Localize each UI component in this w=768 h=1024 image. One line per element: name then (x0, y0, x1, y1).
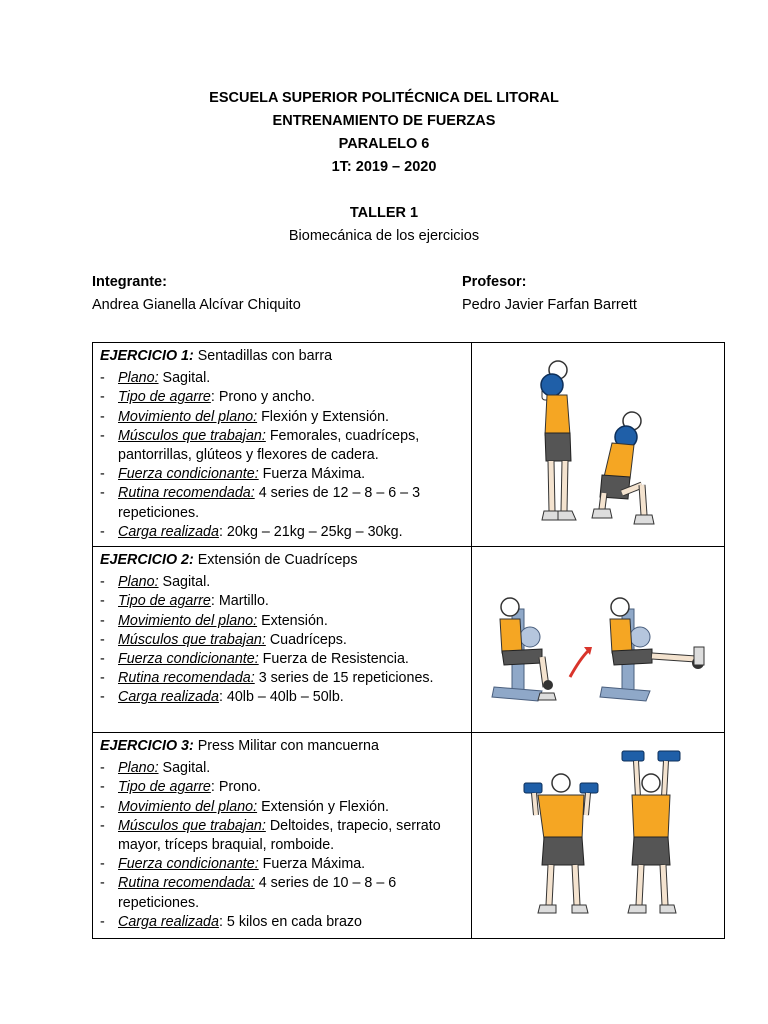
squatting-athlete-icon (592, 412, 654, 524)
course-name: ENTRENAMIENTO DE FUERZAS (272, 113, 496, 129)
teacher-name: Pedro Javier Farfan Barrett (462, 297, 637, 313)
standing-athlete-icon (541, 361, 576, 520)
prop-load: - Carga realizada: 5 kilos en cada brazo (100, 913, 465, 932)
prop-routine: - Rutina recomendada: 4 series de 12 – 8 – 6 – 3 repeticiones. (100, 484, 465, 522)
exercise-name: Extensión de Cuadríceps (197, 552, 358, 568)
squat-illustration (472, 343, 725, 547)
term: 1T: 2019 – 2020 (331, 159, 437, 175)
prop-plane: - Plano: Sagital. (100, 759, 465, 778)
press-start-athlete-icon (524, 774, 598, 913)
teacher-label: Profesor: (462, 274, 527, 290)
exercise-description: EJERCICIO 2: Extensión de Cuadríceps - Plano: Sagital. - Tipo de agarre: Martillo. - Movimiento del plano: Extensión. - Músculos que trabajan: Cuadríceps. - Fuerza condicionante: Fuerza de Resistencia. - Rutina recomendada: 3 series de 15 repeticiones. - Carga realizada: 40lb – 40lb – 50lb. (93, 547, 472, 733)
school-name: ESCUELA SUPERIOR POLITÉCNICA DEL LITORAL (209, 90, 559, 106)
arrow-icon (570, 651, 588, 677)
prop-force: - Fuerza condicionante: Fuerza de Resistencia. (100, 650, 465, 669)
prop-routine: - Rutina recomendada: 4 series de 10 – 8 – 6 repeticiones. (100, 874, 465, 912)
prop-muscles: - Músculos que trabajan: Femorales, cuadríceps, pantorrillas, glúteos y flexores de cadera. (100, 427, 465, 465)
prop-grip: - Tipo de agarre: Prono. (100, 778, 465, 797)
prop-movement: - Movimiento del plano: Extensión. (100, 612, 465, 631)
leg-extension-machine-extended-icon (600, 598, 704, 701)
prop-routine: - Rutina recomendada: 3 series de 15 repeticiones. (100, 669, 465, 688)
exercise-name: Press Militar con mancuerna (197, 738, 379, 754)
prop-muscles: - Músculos que trabajan: Deltoides, trapecio, serrato mayor, tríceps braquial, romboide. (100, 817, 465, 855)
prop-force: - Fuerza condicionante: Fuerza Máxima. (100, 465, 465, 484)
leg-extension-machine-icon (492, 598, 556, 701)
exercise-number: EJERCICIO 2 (100, 552, 189, 568)
workshop-title: TALLER 1 (349, 205, 419, 221)
workshop-subtitle: Biomecánica de los ejercicios (288, 228, 480, 244)
leg-extension-illustration (472, 547, 725, 733)
dumbbell-press-illustration (472, 733, 725, 939)
student-label: Integrante: (92, 274, 167, 290)
exercise-number: EJERCICIO 3 (100, 738, 189, 754)
prop-movement: - Movimiento del plano: Flexión y Extensión. (100, 408, 465, 427)
exercise-row (93, 547, 725, 733)
exercise-number: EJERCICIO 1 (100, 348, 189, 364)
prop-grip: - Tipo de agarre: Martillo. (100, 592, 465, 611)
exercises-table (92, 342, 725, 939)
exercise-description: EJERCICIO 3: Press Militar con mancuerna - Plano: Sagital. - Tipo de agarre: Prono. - Movimiento del plano: Extensión y Flexión. - Músculos que trabajan: Deltoides, trapecio, serrato mayor, tríceps braquial, romboide. - Fuerza condicionante: Fuerza Máxima. - Rutina recomendada: 4 series de 10 – 8 – 6 repeticiones. - Carga realizada: 5 kilos en cada brazo (93, 733, 472, 939)
prop-muscles: - Músculos que trabajan: Cuadríceps. (100, 631, 465, 650)
prop-plane: - Plano: Sagital. (100, 573, 465, 592)
exercise-row (93, 343, 725, 547)
prop-force: - Fuerza condicionante: Fuerza Máxima. (100, 855, 465, 874)
prop-movement: - Movimiento del plano: Extensión y Flexión. (100, 798, 465, 817)
student-name: Andrea Gianella Alcívar Chiquito (92, 297, 301, 313)
exercise-description: EJERCICIO 1: Sentadillas con barra - Plano: Sagital. - Tipo de agarre: Prono y ancho. - Movimiento del plano: Flexión y Extensión. - Músculos que trabajan: Femorales, cuadríceps, pantorrillas, glúteos y flexores de cadera. - Fuerza condicionante: Fuerza Máxima. - Rutina recomendada: 4 series de 12 – 8 – 6 – 3 repeticiones. - Carga realizada: 20kg – 21kg – 25kg – 30kg. (93, 343, 472, 547)
prop-load: - Carga realizada: 40lb – 40lb – 50lb. (100, 688, 465, 707)
prop-grip: - Tipo de agarre: Prono y ancho. (100, 388, 465, 407)
exercise-row (93, 733, 725, 939)
exercise-name: Sentadillas con barra (197, 348, 333, 364)
section-name: PARALELO 6 (338, 136, 430, 152)
press-top-athlete-icon (622, 751, 680, 913)
prop-plane: - Plano: Sagital. (100, 369, 465, 388)
prop-load: - Carga realizada: 20kg – 21kg – 25kg – 30kg. (100, 523, 465, 542)
